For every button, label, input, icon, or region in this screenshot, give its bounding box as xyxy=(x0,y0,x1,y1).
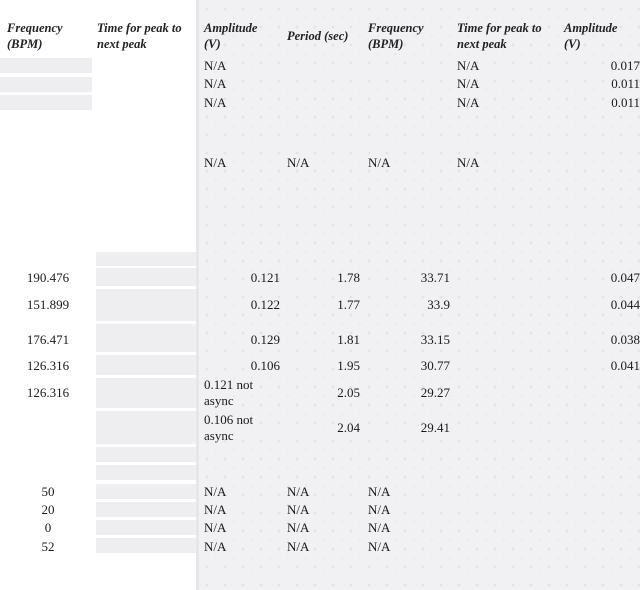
header-amplitude: Amplitude (V) xyxy=(204,21,258,51)
cell-fill xyxy=(96,378,196,408)
cell-amplitude: 0.121 xyxy=(250,270,280,285)
header-frequency: Frequency (BPM) xyxy=(7,21,63,51)
cell-fill xyxy=(96,268,196,286)
cell-period: 2.05 xyxy=(337,385,360,400)
cell-fill xyxy=(96,465,196,480)
cell-amplitude: 0.129 xyxy=(250,332,280,347)
cell-frequency: 20 xyxy=(41,502,55,517)
cell-amplitude-2: 0.047 xyxy=(610,270,640,285)
cell-amplitude-2: 0.017 xyxy=(610,58,640,73)
cell-fill xyxy=(0,58,92,73)
panel-divider xyxy=(196,0,199,590)
cell-frequency: 151.899 xyxy=(26,297,70,312)
cell-frequency: 176.471 xyxy=(26,332,70,347)
cell-frequency-2: N/A xyxy=(368,502,391,517)
cell-amplitude-2: 0.011 xyxy=(611,76,640,91)
cell-period: 1.95 xyxy=(337,358,360,373)
cell-fill xyxy=(96,289,196,321)
cell-frequency-2: 33.71 xyxy=(420,270,450,285)
cell-amplitude: N/A xyxy=(204,484,227,499)
cell-amplitude: N/A xyxy=(204,155,227,170)
cell-frequency-2: N/A xyxy=(368,155,391,170)
cell-period: N/A xyxy=(287,155,310,170)
cell-frequency: 52 xyxy=(41,539,55,554)
cell-amplitude-2: 0.041 xyxy=(610,358,640,373)
cell-frequency: 50 xyxy=(41,484,55,499)
cell-period: 1.77 xyxy=(337,297,360,312)
cell-frequency: 190.476 xyxy=(26,270,70,285)
cell-period: 1.78 xyxy=(337,270,360,285)
cell-amplitude: N/A xyxy=(204,520,227,535)
cell-period: N/A xyxy=(287,484,310,499)
cell-fill xyxy=(96,355,196,375)
cell-frequency-2: 29.27 xyxy=(420,385,450,400)
cell-frequency-2: 30.77 xyxy=(420,358,450,373)
cell-frequency-2: N/A xyxy=(368,484,391,499)
cell-fill xyxy=(96,324,196,352)
cell-time-peak-2: N/A xyxy=(457,155,480,170)
cell-frequency: 126.316 xyxy=(26,358,70,373)
cell-time-peak-2: N/A xyxy=(457,95,480,110)
cell-amplitude-2: 0.038 xyxy=(610,332,640,347)
cell-frequency-2: 33.9 xyxy=(427,297,450,312)
cell-fill xyxy=(96,252,196,266)
cell-amplitude: 0.106 xyxy=(250,358,280,373)
header-frequency-2: Frequency (BPM) xyxy=(368,21,424,51)
cell-amplitude: N/A xyxy=(204,76,227,91)
cell-amplitude-note: 0.121 not async xyxy=(204,377,254,408)
cell-amplitude: 0.122 xyxy=(250,297,280,312)
cell-amplitude: N/A xyxy=(204,539,227,554)
cell-period: 1.81 xyxy=(337,332,360,347)
cell-time-peak-2: N/A xyxy=(457,76,480,91)
cell-fill xyxy=(0,95,92,110)
header-period: Period (sec) xyxy=(287,29,349,43)
cell-fill xyxy=(0,77,92,92)
cell-time-peak-2: N/A xyxy=(457,58,480,73)
cell-amplitude-note: 0.106 not async xyxy=(204,412,254,443)
header-time-peak: Time for peak to next peak xyxy=(97,21,182,51)
cell-fill xyxy=(96,484,196,499)
header-amplitude-2: Amplitude (V) xyxy=(564,21,618,51)
cell-amplitude-2: 0.011 xyxy=(611,95,640,110)
cell-fill xyxy=(96,447,196,462)
cell-amplitude: N/A xyxy=(204,58,227,73)
cell-fill xyxy=(96,411,196,444)
cell-period: N/A xyxy=(287,502,310,517)
header-time-peak-2: Time for peak to next peak xyxy=(457,21,542,51)
cell-period: N/A xyxy=(287,539,310,554)
cell-frequency-2: N/A xyxy=(368,520,391,535)
cell-frequency: 0 xyxy=(44,520,52,535)
cell-amplitude: N/A xyxy=(204,502,227,517)
cell-frequency: 126.316 xyxy=(26,385,70,400)
cell-amplitude-2: 0.044 xyxy=(610,297,640,312)
cell-frequency-2: N/A xyxy=(368,539,391,554)
cell-fill xyxy=(96,520,196,535)
cell-period: 2.04 xyxy=(337,420,360,435)
cell-frequency-2: 29.41 xyxy=(420,420,450,435)
cell-period: N/A xyxy=(287,520,310,535)
cell-fill xyxy=(96,538,196,553)
cell-fill xyxy=(96,502,196,517)
cell-frequency-2: 33.15 xyxy=(420,332,450,347)
cell-amplitude: N/A xyxy=(204,95,227,110)
